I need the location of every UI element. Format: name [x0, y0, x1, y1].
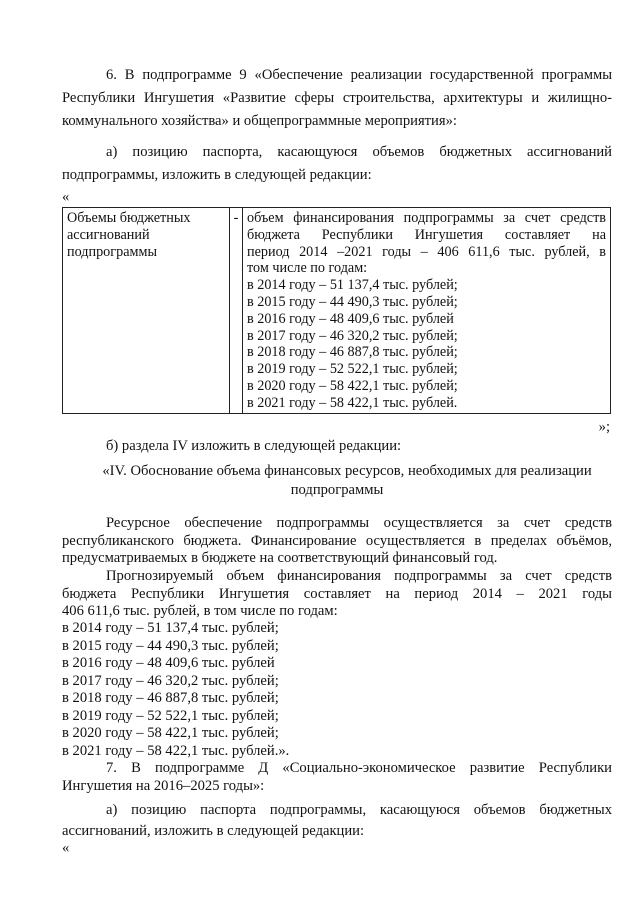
year-line: в 2017 году – 46 320,2 тыс. рублей; — [247, 327, 458, 344]
budget-table — [62, 207, 611, 414]
paragraph-line: ассигнований, изложить в следующей редакции: — [62, 823, 365, 839]
paragraph-line: подпрограммы, изложить в следующей редакции: — [62, 167, 372, 183]
title-line: подпрограммы — [290, 482, 384, 498]
paragraph-line: бюджета Республики Ингушетия составляет на период 2014 – 2021 годы — [62, 585, 612, 602]
close-quote: »; — [598, 419, 610, 435]
paragraph-resource — [62, 515, 612, 568]
year-line: в 2018 году – 46 887,8 тыс. рублей; — [62, 690, 279, 706]
year-line: в 2016 году – 48 409,6 тыс. рублей — [247, 310, 454, 327]
year-line: в 2020 году – 58 422,1 тыс. рублей; — [62, 725, 279, 741]
table-row — [63, 208, 611, 414]
year-list — [62, 620, 612, 760]
paragraph-line: 6. В подпрограмме 9 «Обеспечение реализации государственной программы — [106, 67, 612, 83]
paragraph-line: республиканского бюджета. Финансирование осуществляется в пределах объёмов, — [62, 532, 612, 549]
year-line: в 2015 году – 44 490,3 тыс. рублей; — [62, 637, 279, 654]
section-title — [62, 462, 612, 500]
paragraph-line: 406 611,6 тыс. рублей, в том числе по годам: — [62, 603, 338, 619]
year-line: в 2021 году – 58 422,1 тыс. рублей.». — [62, 742, 290, 759]
paragraph-line: 7. В подпрограмме Д «Социально-экономическое развитие Республики — [106, 760, 612, 776]
paragraph-line: Ресурсное обеспечение подпрограммы осуществляется за счет средств — [106, 515, 612, 531]
year-line: в 2014 году – 51 137,4 тыс. рублей; — [247, 277, 458, 294]
year-line: в 2020 году – 58 422,1 тыс. рублей; — [247, 377, 458, 394]
paragraph-line: Ингушетия на 2016–2025 годы»: — [62, 777, 265, 794]
open-quote: « — [62, 189, 70, 205]
label-line: ассигнований — [67, 226, 150, 243]
table-label-cell — [63, 208, 230, 414]
table-dash-cell: - — [230, 208, 243, 414]
label-line: Объемы бюджетных — [67, 210, 191, 226]
paragraph-line: а) позицию паспорта, касающуюся объемов бюджетных ассигнований — [106, 144, 612, 160]
content-line: объем финансирования подпрограммы за счет средств — [247, 210, 606, 226]
year-line: в 2021 году – 58 422,1 тыс. рублей. — [247, 394, 458, 411]
paragraph-forecast — [62, 568, 612, 621]
label-line: подпрограммы — [67, 243, 157, 260]
year-line: в 2014 году – 51 137,4 тыс. рублей; — [62, 620, 279, 636]
title-line: «IV. Обоснование объема финансовых ресурсов, необходимых для реализации — [102, 463, 592, 479]
content-line: период 2014 –2021 годы – 406 611,6 тыс. рублей, в — [247, 243, 606, 260]
year-line: в 2017 году – 46 320,2 тыс. рублей; — [62, 672, 279, 689]
open-quote: « — [62, 840, 70, 856]
paragraph-line: Прогнозируемый объем финансирования подпрограммы за счет средств — [106, 568, 612, 584]
paragraph-7a — [62, 800, 612, 842]
paragraph-a — [62, 141, 612, 187]
content-line: бюджета Республики Ингушетия составляет на — [247, 226, 606, 243]
year-line: в 2015 году – 44 490,3 тыс. рублей; — [247, 293, 458, 310]
year-line: в 2019 году – 52 522,1 тыс. рублей; — [247, 361, 458, 378]
year-line: в 2016 году – 48 409,6 тыс. рублей — [62, 655, 275, 671]
paragraph-line: а) позицию паспорта подпрограммы, касающуюся объемов бюджетных — [106, 802, 612, 818]
content-line: том числе по годам: — [247, 260, 368, 277]
paragraph-line: Республики Ингушетия «Развитие сферы строительства, архитектуры и жилищно- — [62, 90, 612, 106]
table-content-cell — [243, 208, 611, 414]
year-line: в 2019 году – 52 522,1 тыс. рублей; — [62, 707, 279, 724]
paragraph-line: коммунального хозяйства» и общепрограммные мероприятия»: — [62, 113, 457, 129]
paragraph-b: б) раздела IV изложить в следующей редакции: — [106, 438, 402, 454]
year-line: в 2018 году – 46 887,8 тыс. рублей; — [247, 344, 458, 361]
paragraph-7 — [62, 760, 612, 795]
paragraph-6 — [62, 64, 612, 133]
paragraph-line: предусматриваемых в бюджете на соответствующий финансовый год. — [62, 550, 498, 566]
